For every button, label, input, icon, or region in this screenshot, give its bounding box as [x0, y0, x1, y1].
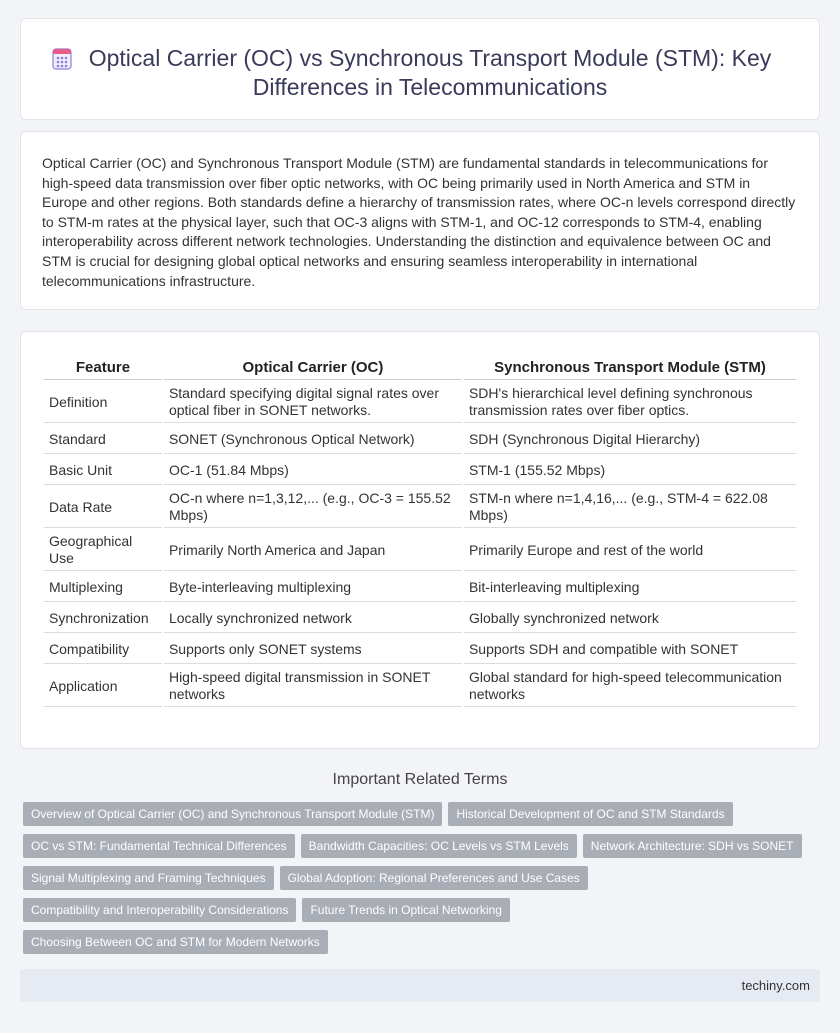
stm-cell: Supports SDH and compatible with SONET — [464, 635, 796, 664]
feature-cell: Synchronization — [44, 604, 162, 633]
stm-cell: STM-n where n=1,4,16,... (e.g., STM-4 = 622.08 Mbps) — [464, 487, 796, 528]
related-term-tag[interactable]: Choosing Between OC and STM for Modern Networks — [23, 930, 328, 954]
oc-cell: Standard specifying digital signal rates over optical fiber in SONET networks. — [164, 382, 462, 423]
stm-cell: SDH (Synchronous Digital Hierarchy) — [464, 425, 796, 454]
related-term-tag[interactable]: OC vs STM: Fundamental Technical Differences — [23, 834, 295, 858]
feature-cell: Data Rate — [44, 487, 162, 528]
tag-row — [23, 898, 803, 922]
feature-cell: Standard — [44, 425, 162, 454]
feature-cell: Compatibility — [44, 635, 162, 664]
related-terms-heading: Important Related Terms — [332, 771, 508, 788]
feature-cell: Basic Unit — [44, 456, 162, 485]
tag-row — [23, 834, 803, 858]
table-row — [44, 425, 796, 454]
oc-cell: Supports only SONET systems — [164, 635, 462, 664]
intro-paragraph: Optical Carrier (OC) and Synchronous Transport Module (STM) are fundamental standards in telecommunications for high-speed data transmission over fiber optic networks, with OC being primarily used in North America and STM in Europe and other regions. Both standards define a hierarchy of transmission rates, where OC-n levels correspond directly to STM-m rates at the physical layer, such that OC-3 aligns with STM-1, and OC-12 corresponds to STM-4, enabling interoperability across different network technologies. Understanding the distinction and equivalence between OC and STM is crucial for designing global optical networks and ensuring seamless interoperability in international telecommunications infrastructure. — [42, 155, 796, 289]
feature-cell: Geographical Use — [44, 530, 162, 571]
related-term-tag[interactable]: Compatibility and Interoperability Considerations — [23, 898, 296, 922]
tag-row — [23, 930, 803, 954]
stm-cell: SDH's hierarchical level defining synchronous transmission rates over fiber optics. — [464, 382, 796, 423]
table-header-row — [44, 354, 796, 380]
footer-site-link[interactable]: techiny.com — [741, 978, 810, 993]
table-row — [44, 487, 796, 528]
oc-cell: SONET (Synchronous Optical Network) — [164, 425, 462, 454]
table-row — [44, 530, 796, 571]
oc-cell: High-speed digital transmission in SONET networks — [164, 666, 462, 707]
stm-cell: Primarily Europe and rest of the world — [464, 530, 796, 571]
table-row — [44, 573, 796, 602]
tag-row — [23, 866, 803, 890]
oc-cell: OC-n where n=1,3,12,... (e.g., OC-3 = 155.52 Mbps) — [164, 487, 462, 528]
table-row — [44, 382, 796, 423]
comparison-card — [20, 331, 820, 749]
oc-cell: Primarily North America and Japan — [164, 530, 462, 571]
related-term-tag[interactable]: Signal Multiplexing and Framing Techniques — [23, 866, 274, 890]
oc-cell: Locally synchronized network — [164, 604, 462, 633]
stm-cell: Global standard for high-speed telecommunication networks — [464, 666, 796, 707]
related-term-tag[interactable]: Overview of Optical Carrier (OC) and Synchronous Transport Module (STM) — [23, 802, 442, 826]
related-term-tag[interactable]: Network Architecture: SDH vs SONET — [583, 834, 802, 858]
related-term-tag[interactable]: Global Adoption: Regional Preferences and Use Cases — [280, 866, 588, 890]
oc-cell: OC-1 (51.84 Mbps) — [164, 456, 462, 485]
stm-cell: STM-1 (155.52 Mbps) — [464, 456, 796, 485]
table-row — [44, 666, 796, 707]
header-oc: Optical Carrier (OC) — [164, 354, 462, 380]
stm-cell: Globally synchronized network — [464, 604, 796, 633]
table-row — [44, 635, 796, 664]
intro-card — [20, 131, 820, 310]
tag-row — [23, 802, 803, 826]
header-stm: Synchronous Transport Module (STM) — [464, 354, 796, 380]
footer — [20, 969, 820, 1002]
page-title: Optical Carrier (OC) vs Synchronous Transport Module (STM): Key Differences in Telecommunications — [88, 45, 772, 100]
feature-cell: Multiplexing — [44, 573, 162, 602]
table-row — [44, 604, 796, 633]
related-term-tag[interactable]: Historical Development of OC and STM Standards — [448, 802, 732, 826]
related-term-tag[interactable]: Bandwidth Capacities: OC Levels vs STM Levels — [301, 834, 577, 858]
header-feature: Feature — [44, 354, 162, 380]
related-terms-list — [23, 802, 803, 962]
table-row — [44, 456, 796, 485]
feature-cell: Definition — [44, 382, 162, 423]
oc-cell: Byte-interleaving multiplexing — [164, 573, 462, 602]
feature-cell: Application — [44, 666, 162, 707]
stm-cell: Bit-interleaving multiplexing — [464, 573, 796, 602]
related-term-tag[interactable]: Future Trends in Optical Networking — [302, 898, 509, 922]
comparison-table — [42, 352, 798, 709]
header-card — [20, 18, 820, 120]
